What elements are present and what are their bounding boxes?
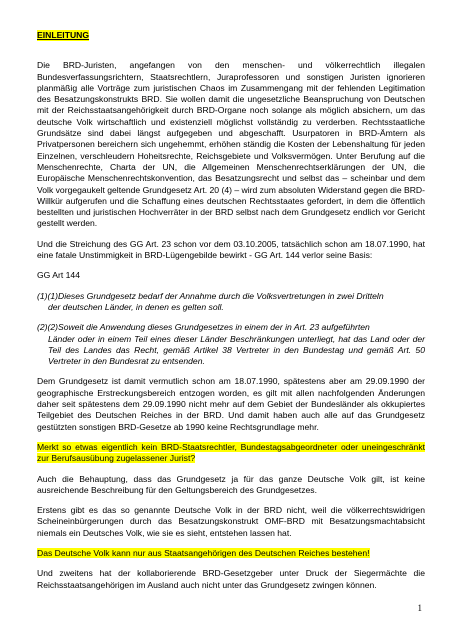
article-23-paragraph: Und die Streichung des GG Art. 23 schon vor dem 03.10.2005, tatsächlich schon am 18.07.1990, hat eine fatale Unstimmigkeit in BRD-Lügengebilde bewirkt - GG Art. 144 verlor seine Basis:	[37, 238, 425, 261]
clause-1-continuation: der deutschen Länder, in denen es gelten soll.	[48, 301, 224, 312]
section-heading: EINLEITUNG	[37, 30, 90, 40]
second-argument-paragraph: Und zweitens hat der kollaborierende BRD-Gesetzgeber unter Druck der Siegermächte die Reichsstaatsangehörigen im Ausland auch nicht unter das Grundgesetz zwingen können.	[37, 568, 425, 590]
clause-1-first-line: (1)(1)Dieses Grundgesetz bedarf der Annahme durch die Volksvertretungen in zwei Dritteln	[37, 290, 384, 301]
article-144-label: GG Art 144	[37, 270, 80, 281]
claim-paragraph: Auch die Behauptung, dass das Grundgesetz ja für das ganze Deutsche Volk gilt, ist keine ausreichende Beschreibung für den Geltungsbereich des Grundgesetzes.	[37, 473, 425, 495]
clause-2-continuation: Länder oder in einem Teil eines dieser Länder Beschränkungen unterliegt, hat das Land oder der Teil des Landes das Recht, gemäß Artikel 38 Vertreter in den Bundestag und gemäß Art. 50 Vertreter in den Bundesrat zu entsenden.	[48, 333, 425, 367]
first-argument-paragraph: Erstens gibt es das so genannte Deutsche Volk in der BRD nicht, weil die völkerrechtswidrigen Scheineinbürgerungen durch das Besatzungskonstrukt OMF-BRD mit Besatzungsmachtabsicht niemals ein Deutsches Volk, wie sie es sieht, entstehen lassen hat.	[37, 505, 425, 538]
highlighted-statement	[37, 548, 425, 559]
document-body	[37, 30, 425, 600]
highlighted-question	[37, 442, 425, 465]
article-144-clause-2	[37, 322, 425, 367]
highlighted-statement-text: Das Deutsche Volk kann nur aus Staatsangehörigen des Deutschen Reiches bestehen!	[37, 547, 370, 558]
highlighted-question-text: Merkt so etwas eigentlich kein BRD-Staatsrechtler, Bundestagsabgeordneter oder uneingeschränkt zur Berufsausübung zugelassener Jurist?	[37, 441, 425, 464]
article-144-clause-1	[37, 291, 425, 314]
scope-paragraph: Dem Grundgesetz ist damit vermutlich schon am 18.07.1990, spätestens aber am 29.09.1990 der geographische Erstreckungsbereich entzogen worden, es gilt mit allen nachfolgenden Änderungen daher seit spätestens dem 29.09.1990 nicht mehr auf dem Gebiet der Bundesländer als okkupiertes Teilgebiet des Deutschen Reiches in der BRD. Und damit haben auch alle auf das Grundgesetz gestützten sonstigen BRD-Gesetze ab 1990 keine Rechtsgrundlage mehr.	[37, 376, 425, 432]
intro-paragraph: Die BRD-Juristen, angefangen von den menschen- und völkerrechtlich illegalen Bundesverfassungsrichtern, Staatsrechtlern, Juraprofessoren und sonstigen Juristen ignorieren planmäßig alle Vorträge zum juristischen Chaos im Zusammengang mit der fehlenden Legitimation des Besatzungskonstrukts BRD. Sie wollen damit die ungesetzliche Beanspruchung von Deutschen mit der Reichsstaatsangehörigkeit durch BRD-Organe noch solange als möglich absichern, um das deutsche Volk wirtschaftlich und existenziell möglichst vollständig zu verderben. Rechtsstaatliche Grundsätze sind dabei längst aufgegeben und abgeschafft. Usurpatoren in BRD-Ämtern als Privatpersonen bereichern sich ungehemmt, erhöhen ständig die Kosten der Lebenshaltung für jeden Einzelnen, verschleudern Hoheitsrechte, Reichsgebiete und Volksvermögen. Unter Berufung auf die Menschenrechte, Charta der UN, die Allgemeinen Menschenrechtserklärungen der UN, die Europäische Menschenrechtskonvention, das Besatzungsrecht und selbst das – scheinbar und dem Volk vorgegaukelt geltende Grundgesetz Art. 20 (4) – wird zum absoluten Widerstand gegen die BRD-Willkür aufgerufen und die Schaffung eines deutschen Rechtsstaates gefordert, in dem die öffentlich bestellten und juristischen Hochverräter in der BRD selbst nach dem Grundgesetz endlich vor Gericht gestellt werden.	[37, 60, 425, 229]
clause-2-first-line: (2)(2)Soweit die Anwendung dieses Grundgesetzes in einem der in Art. 23 aufgeführten	[37, 322, 370, 333]
page-number: 1	[417, 603, 422, 613]
